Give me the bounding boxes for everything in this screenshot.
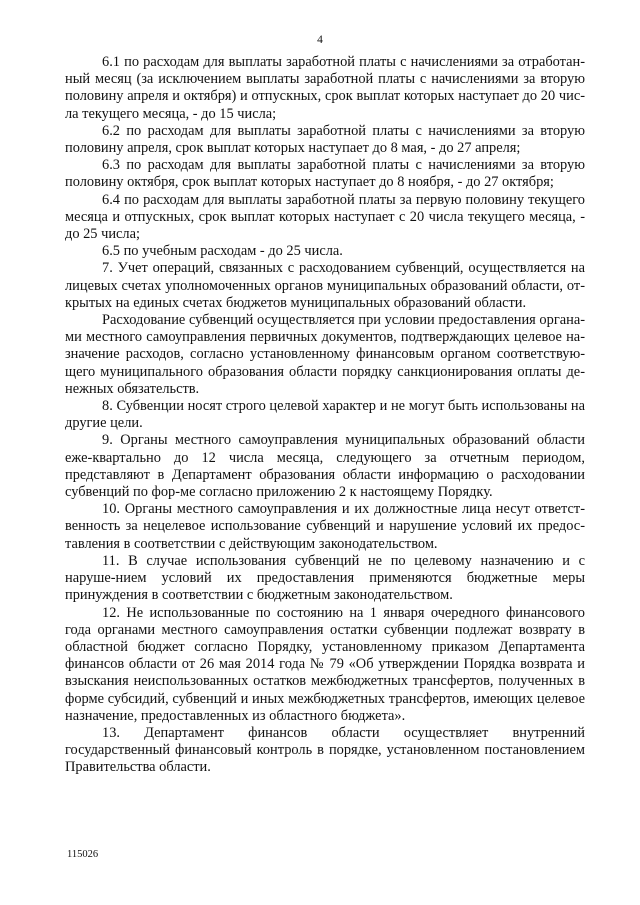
paragraph-9: 9. Органы местного самоуправления муниципальных образований области еже-квартально до 12 числа месяца, следующего за отчетным периодом, представляют в Департамент образования области информацию о расходовании субвенций по фор-ме согласно приложению 2 к настоящему Порядку. [65, 432, 585, 501]
page-number: 4 [317, 34, 323, 46]
document-body [65, 54, 585, 777]
paragraph-8: 8. Субвенции носят строго целевой характер и не могут быть использованы на другие цели. [65, 398, 585, 432]
paragraph-7-spending-conditions: Расходование субвенций осуществляется при условии предоставления органа-ми местного самоуправления первичных документов, подтверждающих целевое на-значение расходов, согласно установленному финансовым органом соответствую-щего муниципального образования области порядку санкционирования оплаты де-нежных обязательств. [65, 312, 585, 397]
paragraph-6-2: 6.2 по расходам для выплаты заработной платы с начислениями за вторую половину апреля, срок выплат которых наступает до 8 мая, - до 27 апреля; [65, 122, 585, 157]
paragraph-11: 11. В случае использования субвенций не по целевому назначению и с наруше-нием условий их предоставления применяются бюджетные меры принуждения в соответствии с бюджетным законодательством. [65, 552, 585, 604]
paragraph-10: 10. Органы местного самоуправления и их должностные лица несут ответст-венность за нецелевое использование субвенций и нарушение условий их предос-тавления в соответствии с действующим законодательством. [65, 501, 585, 552]
document-code: 115026 [67, 849, 99, 860]
paragraph-6-3: 6.3 по расходам для выплаты заработной платы с начислениями за вторую половину октября, срок выплат которых наступает до 8 ноября, - до 27 октября; [65, 157, 585, 191]
paragraph-12: 12. Не использованные по состоянию на 1 января очередного финансового года органами местного самоуправления остатки субвенции подлежат возврату в областной бюджет согласно Порядку, установленному приказом Департамента финансов области от 26 мая 2014 года № 79 «Об утверждении Порядка возврата и взыскания неиспользованных остатков межбюджетных трансфертов, полученных в форме субсидий, субвенций и иных межбюджетных трансфертов, имеющих целевое назначение, предоставленных из областного бюджета». [65, 604, 585, 724]
paragraph-7: 7. Учет операций, связанных с расходованием субвенций, осуществляется на лицевых счетах уполномоченных органов муниципальных образований области, от-крытых на единых счетах бюджетов муниципальных образований области. [65, 260, 585, 311]
paragraph-6-4: 6.4 по расходам для выплаты заработной платы за первую половину текущего месяца и отпускных, срок выплат которых наступает с 20 числа текущего месяца, - до 25 числа; [65, 191, 585, 243]
paragraph-13: 13. Департамент финансов области осуществляет внутренний государственный финансовый контроль в порядке, установленном постановлением Правительства области. [65, 724, 585, 776]
paragraph-6-5: 6.5 по учебным расходам - до 25 числа. [102, 243, 343, 260]
paragraph-6-1: 6.1 по расходам для выплаты заработной платы с начислениями за отработан-ный месяц (за исключением выплаты заработной платы с начислениями за вторую половину апреля и октября) и отпускных, срок выплат которых наступает до 20 чис-ла текущего месяца, - до 15 числа; [65, 54, 585, 122]
